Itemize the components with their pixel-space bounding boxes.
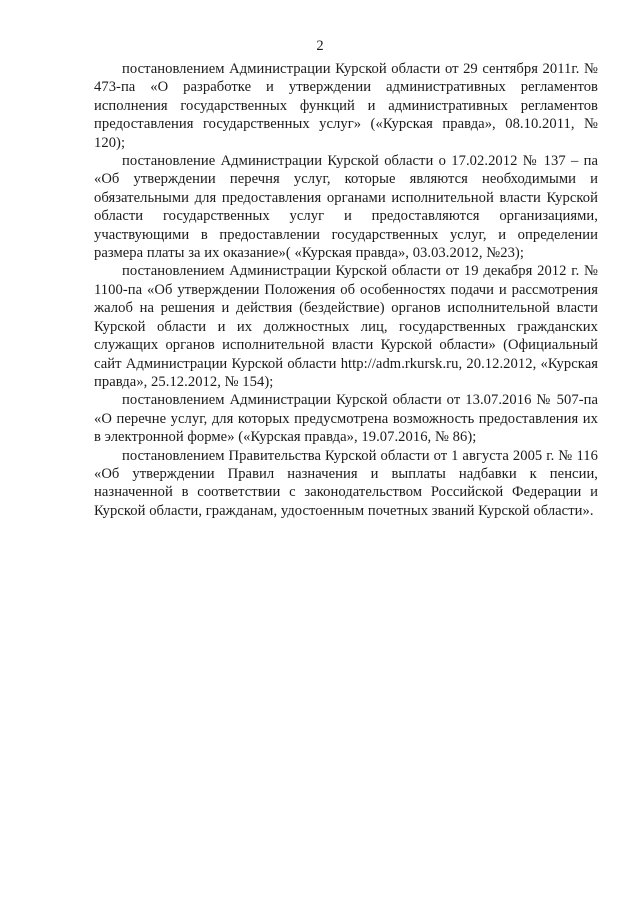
- document-body: [94, 60, 598, 520]
- paragraph-resolution-1100: постановлением Администрации Курской области от 19 декабря 2012 г. № 1100-па «Об утверждении Положения об особенностях подачи и рассмотрения жалоб на решения и действия (бездействие) органов исполнительной власти Курской области и их должностных лиц, государственных гражданских служащих органов исполнительной власти Курской области» (Официальный сайт Администрации Курской области http://adm.rkursk.ru, 20.12.2012, «Курская правда», 25.12.2012, № 154);: [94, 263, 598, 390]
- paragraph-resolution-473: постановлением Администрации Курской области от 29 сентября 2011г. № 473-па «О разработке и утверждении административных регламентов исполнения государственных функций и административных регламентов предоставления государственных услуг» («Курская правда», 08.10.2011, № 120);: [94, 61, 598, 151]
- paragraph-resolution-137: постановление Администрации Курской области о 17.02.2012 № 137 – па «Об утверждении перечня услуг, которые являются необходимыми и обязательными для предоставления органами исполнительной власти Курской области государственных услуг и предоставляются организациями, участвующими в предоставлении государственных услуг, и определении размера платы за их оказание»( «Курская правда», 03.03.2012, №23);: [94, 153, 598, 262]
- paragraph-resolution-507: постановлением Администрации Курской области от 13.07.2016 № 507-па «О перечне услуг, для которых предусмотрена возможность предоставления их в электронной форме» («Курская правда», 19.07.2016, № 86);: [94, 392, 598, 446]
- page-number: 2: [316, 38, 324, 54]
- paragraph-resolution-116: постановлением Правительства Курской области от 1 августа 2005 г. № 116 «Об утверждении Правил назначения и выплаты надбавки к пенсии, назначенной в соответствии с законодательством Российской Федерации и Курской области, гражданам, удостоенным почетных званий Курской области».: [94, 447, 598, 519]
